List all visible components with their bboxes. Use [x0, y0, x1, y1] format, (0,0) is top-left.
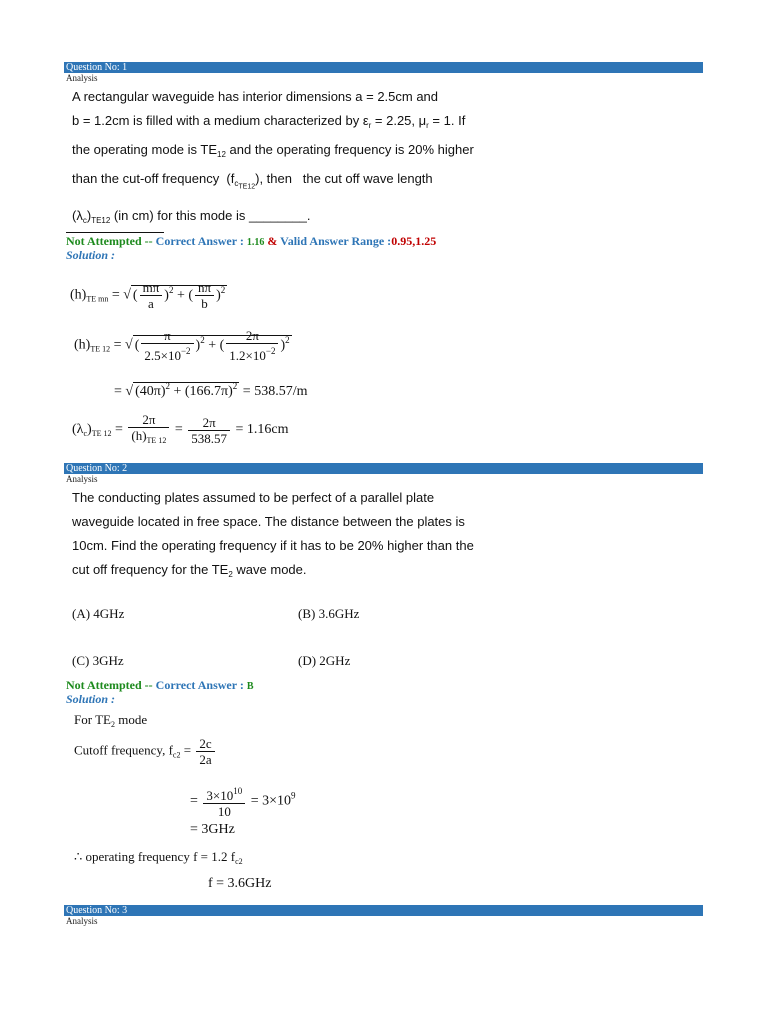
question-1-header-text: Question No: 1 — [66, 62, 128, 73]
q2-line-3: 10cm. Find the operating frequency if it has to be 20% higher than the — [72, 538, 474, 553]
q1-line-2: b = 1.2cm is filled with a medium characterized by $\varepsilon_r = 2.25$, $\mu_r = 1$. If — [72, 113, 466, 130]
q1-line-4: than the cut-off frequency $(f_{c_{TE12}})$, then the cut off wave length — [72, 171, 433, 191]
q2-line-4: cut off frequency for the $TE_2$ wave mode. — [72, 562, 307, 579]
q2-sol-line-6: f = 3.6GHz — [208, 876, 272, 891]
q1-solution-label: Solution : — [66, 248, 116, 262]
q2-line-2: waveguide located in free space. The distance between the plates is — [72, 514, 465, 529]
q2-line-1: The conducting plates assumed to be perfect of a parallel plate — [72, 490, 435, 505]
q1-line-1: A rectangular waveguide has interior dimensions a = 2.5cm and — [72, 89, 439, 104]
q1-correct-label: Correct Answer : — [155, 234, 244, 248]
q2-correct-label: Correct Answer : — [155, 678, 244, 692]
question-3-header-text: Question No: 3 — [66, 905, 128, 916]
question-3-type: Analysis — [66, 916, 98, 926]
q1-correct-value: 1.16 — [246, 237, 265, 248]
q2-option-c: (C) 3GHz — [72, 653, 124, 668]
q2-status: Not Attempted -- — [66, 678, 153, 692]
question-1-text — [72, 85, 484, 233]
question-2-text — [72, 486, 484, 587]
q2-correct-value: B — [246, 681, 254, 692]
question-3-header — [64, 905, 703, 916]
q1-range-label: Valid Answer Range : — [280, 234, 392, 248]
q1-status-line — [66, 234, 436, 250]
q2-sol-line-5: ∴ operating frequency f = 1.2 $f_{c2}$ — [74, 849, 243, 866]
q1-line-3: the operating mode is $TE_{12}$ and the operating frequency is 20% higher — [72, 142, 474, 159]
question-1-header — [64, 62, 703, 73]
question-2-header — [64, 463, 703, 474]
q2-option-b: (B) 3.6GHz — [298, 606, 360, 621]
q1-line-5: $(\lambda_c)_{TE12}$ (in cm) for this mode is ________. — [72, 207, 311, 225]
q2-sol-line-3: = $\frac{3\times 10^{10}}{10}$ = $3\times 10^9$ — [190, 786, 296, 819]
q2-option-a: (A) 4GHz — [72, 606, 125, 621]
q1-amp: & — [267, 234, 278, 248]
q2-solution-label: Solution : — [66, 692, 116, 706]
question-2-header-text: Question No: 2 — [66, 463, 128, 474]
q1-separator — [66, 232, 164, 233]
q1-eq-2: $(h)_{TE 12}$ = √ ( $\frac{\pi}{2.5\times 10^{-2}}$ )$^2$ + ( $\frac{2\pi}{1.2\times 10^{-2}}$ )$^2$ — [74, 328, 290, 363]
question-1-type: Analysis — [66, 73, 98, 83]
q1-status: Not Attempted -- — [66, 234, 153, 248]
q2-sol-line-4: = 3GHz — [190, 822, 235, 837]
q2-option-d: (D) 2GHz — [298, 653, 351, 668]
q1-eq-4: $(\lambda_c)_{TE 12}$ = $\frac{2\pi}{(h)_{TE 12}}$ = $\frac{2\pi}{538.57}$ = 1.16cm — [72, 412, 289, 446]
q2-sol-line-2: Cutoff frequency, $f_{c2}$ = $\frac{2c}{2a}$ — [74, 736, 217, 767]
q1-eq-3: = √ $(40\pi)^2 + (166.7\pi)^2 = 538.57/m$ — [114, 381, 308, 399]
q1-range-value: 0.95,1.25 — [391, 234, 437, 248]
q2-sol-line-1: For $TE_2$ mode — [74, 712, 148, 729]
question-2-type: Analysis — [66, 474, 98, 484]
q1-eq-1: $(h)_{TE mn}$ = √ ( $\frac{m\pi}{a}$ )$^2$ + ( $\frac{n\pi}{b}$ )$^2$ — [70, 280, 226, 311]
